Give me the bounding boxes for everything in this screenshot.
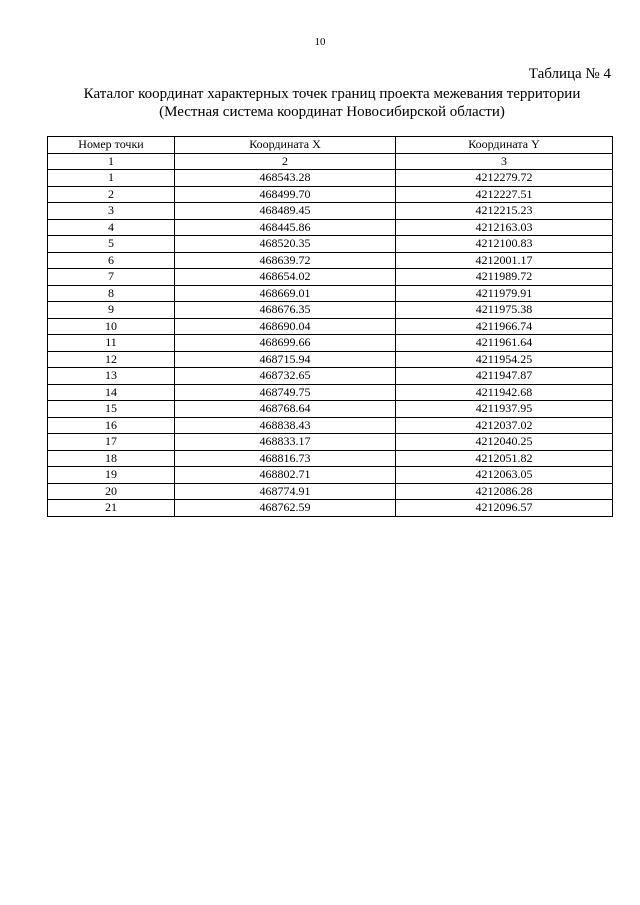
table-body <box>48 170 613 517</box>
coordinate-x-cell: 468690.04 <box>175 318 396 335</box>
table-row <box>48 401 613 418</box>
coordinate-y-cell: 4211942.68 <box>396 384 613 401</box>
coordinate-y-cell: 4211989.72 <box>396 269 613 286</box>
table-row <box>48 483 613 500</box>
table-row <box>48 351 613 368</box>
coordinate-x-cell: 468833.17 <box>175 434 396 451</box>
coordinate-y-cell: 4212001.17 <box>396 252 613 269</box>
table-row <box>48 450 613 467</box>
coordinate-y-cell: 4212163.03 <box>396 219 613 236</box>
coordinate-y-cell: 4211961.64 <box>396 335 613 352</box>
coordinate-y-cell: 4212037.02 <box>396 417 613 434</box>
header-coordinate-x: Координата X <box>175 137 396 154</box>
table-row <box>48 500 613 517</box>
coordinate-y-cell: 4212227.51 <box>396 186 613 203</box>
table-row <box>48 269 613 286</box>
coordinate-y-cell: 4211975.38 <box>396 302 613 319</box>
coordinate-x-cell: 468520.35 <box>175 236 396 253</box>
coordinate-x-cell: 468669.01 <box>175 285 396 302</box>
table-row <box>48 384 613 401</box>
table-row <box>48 252 613 269</box>
caption-title: Каталог координат характерных точек границ проекта межевания территории <box>83 86 581 102</box>
point-number-cell: 14 <box>48 384 175 401</box>
coordinate-x-cell: 468749.75 <box>175 384 396 401</box>
caption-subtitle: (Местная система координат Новосибирской области) <box>159 104 505 120</box>
coordinate-x-cell: 468654.02 <box>175 269 396 286</box>
coordinate-x-cell: 468499.70 <box>175 186 396 203</box>
header-point-number: Номер точки <box>48 137 175 154</box>
index-cell: 1 <box>48 153 175 170</box>
point-number-cell: 7 <box>48 269 175 286</box>
point-number-cell: 4 <box>48 219 175 236</box>
table-row <box>48 285 613 302</box>
coordinate-x-cell: 468762.59 <box>175 500 396 517</box>
point-number-cell: 2 <box>48 186 175 203</box>
point-number-cell: 16 <box>48 417 175 434</box>
coordinate-x-cell: 468489.45 <box>175 203 396 220</box>
table-row <box>48 368 613 385</box>
table-row <box>48 417 613 434</box>
coordinate-y-cell: 4211979.91 <box>396 285 613 302</box>
point-number-cell: 1 <box>48 170 175 187</box>
coordinate-x-cell: 468838.43 <box>175 417 396 434</box>
point-number-cell: 11 <box>48 335 175 352</box>
page-number: 10 <box>314 36 326 48</box>
table-row <box>48 434 613 451</box>
point-number-cell: 21 <box>48 500 175 517</box>
coordinate-y-cell: 4212063.05 <box>396 467 613 484</box>
table-label: Таблица № 4 <box>528 66 611 82</box>
point-number-cell: 12 <box>48 351 175 368</box>
table-header-row <box>48 137 613 154</box>
index-cell: 3 <box>396 153 613 170</box>
coordinate-x-cell: 468774.91 <box>175 483 396 500</box>
point-number-cell: 9 <box>48 302 175 319</box>
point-number-cell: 8 <box>48 285 175 302</box>
table-row <box>48 203 613 220</box>
coordinate-x-cell: 468802.71 <box>175 467 396 484</box>
point-number-cell: 10 <box>48 318 175 335</box>
coordinate-y-cell: 4212215.23 <box>396 203 613 220</box>
table-index-row <box>48 153 613 170</box>
point-number-cell: 20 <box>48 483 175 500</box>
coordinate-y-cell: 4211937.95 <box>396 401 613 418</box>
coordinates-table <box>47 136 613 517</box>
point-number-cell: 18 <box>48 450 175 467</box>
point-number-cell: 13 <box>48 368 175 385</box>
table-row <box>48 236 613 253</box>
table-row <box>48 186 613 203</box>
coordinate-y-cell: 4211954.25 <box>396 351 613 368</box>
table-row <box>48 467 613 484</box>
table-row <box>48 170 613 187</box>
table-row <box>48 335 613 352</box>
coordinate-y-cell: 4211966.74 <box>396 318 613 335</box>
coordinate-y-cell: 4212100.83 <box>396 236 613 253</box>
table-row <box>48 302 613 319</box>
table-row <box>48 318 613 335</box>
coordinate-y-cell: 4212096.57 <box>396 500 613 517</box>
coordinate-y-cell: 4211947.87 <box>396 368 613 385</box>
point-number-cell: 17 <box>48 434 175 451</box>
point-number-cell: 19 <box>48 467 175 484</box>
coordinate-x-cell: 468715.94 <box>175 351 396 368</box>
coordinate-x-cell: 468676.35 <box>175 302 396 319</box>
coordinate-x-cell: 468543.28 <box>175 170 396 187</box>
point-number-cell: 3 <box>48 203 175 220</box>
header-coordinate-y: Координата Y <box>396 137 613 154</box>
coordinate-x-cell: 468639.72 <box>175 252 396 269</box>
point-number-cell: 15 <box>48 401 175 418</box>
coordinate-y-cell: 4212279.72 <box>396 170 613 187</box>
coordinate-x-cell: 468699.66 <box>175 335 396 352</box>
coordinate-x-cell: 468732.65 <box>175 368 396 385</box>
coordinate-y-cell: 4212086.28 <box>396 483 613 500</box>
coordinate-y-cell: 4212051.82 <box>396 450 613 467</box>
point-number-cell: 5 <box>48 236 175 253</box>
index-cell: 2 <box>175 153 396 170</box>
point-number-cell: 6 <box>48 252 175 269</box>
table-row <box>48 219 613 236</box>
coordinate-y-cell: 4212040.25 <box>396 434 613 451</box>
table-caption <box>0 85 640 121</box>
coordinate-x-cell: 468816.73 <box>175 450 396 467</box>
coordinate-x-cell: 468445.86 <box>175 219 396 236</box>
coordinate-x-cell: 468768.64 <box>175 401 396 418</box>
